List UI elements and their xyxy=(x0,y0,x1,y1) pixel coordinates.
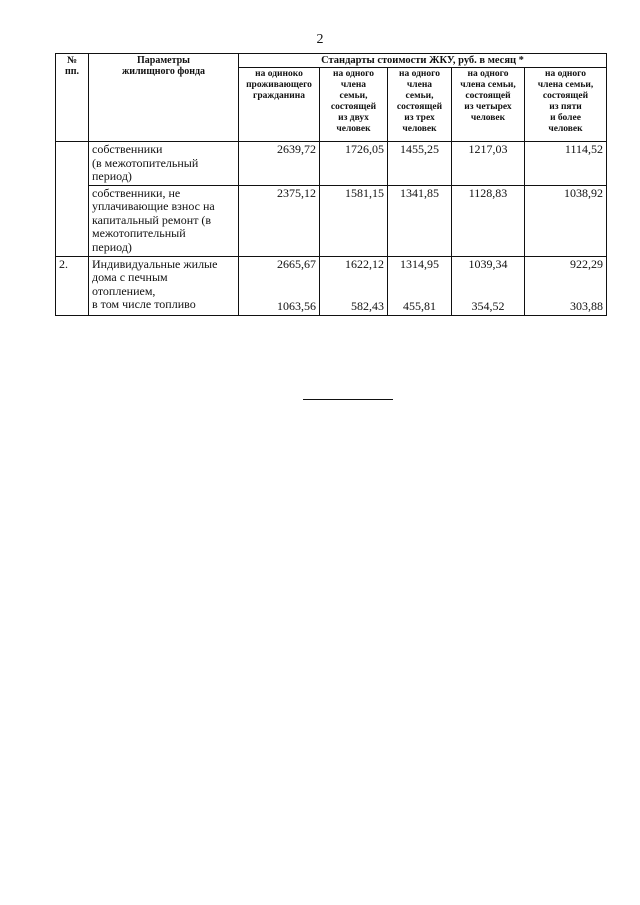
cell-fuel-value: 354,52 xyxy=(471,299,505,313)
cell-value: 1039,34 xyxy=(468,256,508,271)
header-row-top xyxy=(56,54,607,68)
cell-value: 1726,05 xyxy=(320,142,388,186)
header-col-single: на одиноко проживающего гражданина xyxy=(239,68,320,142)
housing-cost-standards-table xyxy=(55,53,607,316)
row-param: собственники (в межотопительный период) xyxy=(89,142,239,186)
header-num: № пп. xyxy=(56,54,89,142)
row-index xyxy=(56,142,89,257)
cell-value-stack xyxy=(320,256,388,315)
cell-value: 1128,83 xyxy=(452,185,525,256)
cell-value: 1314,95 xyxy=(400,256,439,271)
cell-value-stack xyxy=(452,256,525,315)
header-col-three: на одного члена семьи, состоящей из трех человек xyxy=(388,68,452,142)
cell-value: 1341,85 xyxy=(388,185,452,256)
table-row xyxy=(56,185,607,256)
cell-value: 1455,25 xyxy=(388,142,452,186)
row-index: 2. xyxy=(56,256,89,315)
row-param: Индивидуальные жилые дома с печным отоплением, в том числе топливо xyxy=(89,256,239,315)
row-param: собственники, не уплачивающие взнос на капитальный ремонт (в межотопительный период) xyxy=(89,185,239,256)
cell-value-stack xyxy=(239,256,320,315)
cell-value: 922,29 xyxy=(570,256,604,271)
cell-fuel-value: 455,81 xyxy=(403,299,436,313)
header-group: Стандарты стоимости ЖКУ, руб. в месяц * xyxy=(239,54,607,68)
cell-fuel-value: 1063,56 xyxy=(277,299,316,313)
cell-value: 2375,12 xyxy=(239,185,320,256)
cell-value: 1217,03 xyxy=(452,142,525,186)
header-col-four: на одного члена семьи, состоящей из четырех человек xyxy=(452,68,525,142)
cell-value: 1581,15 xyxy=(320,185,388,256)
header-col-two: на одного члена семьи, состоящей из двух человек xyxy=(320,68,388,142)
page-number: 2 xyxy=(316,32,324,47)
header-col-five: на одного члена семьи, состоящей из пяти и более человек xyxy=(525,68,607,142)
cell-fuel-value: 582,43 xyxy=(351,299,384,313)
header-params: Параметры жилищного фонда xyxy=(89,54,239,142)
cell-value-stack xyxy=(525,256,607,315)
table-row xyxy=(56,256,607,315)
cell-value: 1114,52 xyxy=(525,142,607,186)
cell-fuel-value: 303,88 xyxy=(570,299,604,313)
cell-value: 1622,12 xyxy=(345,256,384,271)
table-row xyxy=(56,142,607,186)
closing-rule xyxy=(303,399,393,400)
cell-value: 2639,72 xyxy=(239,142,320,186)
cell-value-stack xyxy=(388,256,452,315)
cell-value: 2665,67 xyxy=(277,256,316,271)
cell-value: 1038,92 xyxy=(525,185,607,256)
